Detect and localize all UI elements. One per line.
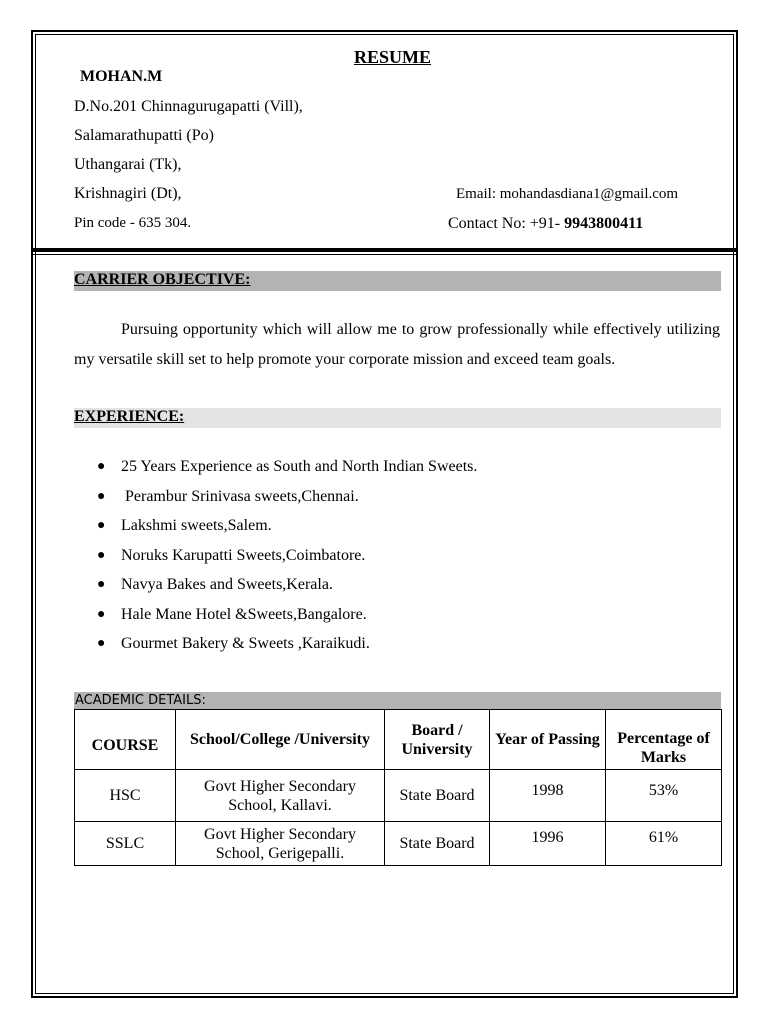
bullet-icon: ● (97, 459, 106, 474)
header-divider-thin (33, 254, 736, 255)
cell-percentage: 61% (606, 822, 722, 866)
pin-code: Pin code - 635 304. (74, 215, 192, 231)
cell-school: Govt Higher Secondary School, Gerigepalli. (176, 822, 385, 866)
experience-item: 25 Years Experience as South and North Indian Sweets. (121, 458, 478, 475)
list-item (74, 629, 477, 659)
address-line: Salamarathupatti (Po) (74, 127, 214, 144)
address-line: D.No.201 Chinnagurugapatti (Vill), (74, 98, 303, 115)
experience-item: Hale Mane Hotel &Sweets,Bangalore. (121, 605, 367, 623)
list-item (74, 511, 477, 541)
objective-text: Pursuing opportunity which will allow me to grow professionally while effectively utilizing my versatile skill set to help promote your corporate mission and exceed team goals. (74, 321, 720, 368)
experience-item: Navya Bakes and Sweets,Kerala. (121, 576, 333, 593)
column-header-year: Year of Passing (490, 710, 606, 770)
cell-percentage: 53% (606, 770, 722, 822)
column-header-board: Board / University (385, 710, 490, 770)
cell-course: HSC (75, 770, 176, 822)
bullet-icon: ● (97, 577, 106, 592)
column-header-percentage: Percentage of Marks (606, 710, 722, 770)
address-line: Uthangarai (Tk), (74, 156, 182, 173)
bullet-icon: ● (97, 606, 106, 622)
cell-board: State Board (385, 822, 490, 866)
phone-number: 9943800411 (564, 215, 644, 232)
experience-item: Noruks Karupatti Sweets,Coimbatore. (121, 546, 366, 564)
column-header-school: School/College /University (176, 710, 385, 770)
cell-year: 1998 (490, 770, 606, 822)
header-divider (33, 248, 736, 252)
contact-label: Contact No: +91- (448, 215, 565, 232)
experience-item: Perambur Srinivasa sweets,Chennai. (121, 487, 359, 505)
cell-board: State Board (385, 770, 490, 822)
bullet-icon: ● (97, 547, 106, 563)
resume-title: RESUME (354, 47, 432, 67)
table-row (75, 770, 722, 822)
cell-course: SSLC (75, 822, 176, 866)
academic-table (74, 709, 722, 866)
cell-year: 1996 (490, 822, 606, 866)
experience-heading: EXPERIENCE: (74, 408, 185, 425)
bullet-icon: ● (97, 488, 106, 504)
list-item (74, 570, 477, 600)
list-item (74, 482, 477, 512)
address-line: Krishnagiri (Dt), (74, 185, 182, 202)
list-item (74, 452, 477, 482)
table-row (75, 822, 722, 866)
objective-heading: CARRIER OBJECTIVE: (74, 271, 251, 288)
candidate-name: MOHAN.M (80, 68, 163, 85)
bullet-icon: ● (97, 518, 106, 533)
bullet-icon: ● (97, 636, 106, 651)
table-header-row (75, 710, 722, 770)
list-item (74, 541, 477, 571)
experience-item: Gourmet Bakery & Sweets ,Karaikudi. (121, 635, 370, 652)
contact-number (448, 215, 643, 233)
experience-item: Lakshmi sweets,Salem. (121, 517, 272, 534)
experience-list (74, 452, 477, 659)
academic-heading: ACADEMIC DETAILS: (75, 693, 206, 708)
email: Email: mohandasdiana1@gmail.com (456, 186, 679, 202)
column-header-course: COURSE (75, 710, 176, 770)
list-item (74, 600, 477, 630)
cell-school: Govt Higher Secondary School, Kallavi. (176, 770, 385, 822)
